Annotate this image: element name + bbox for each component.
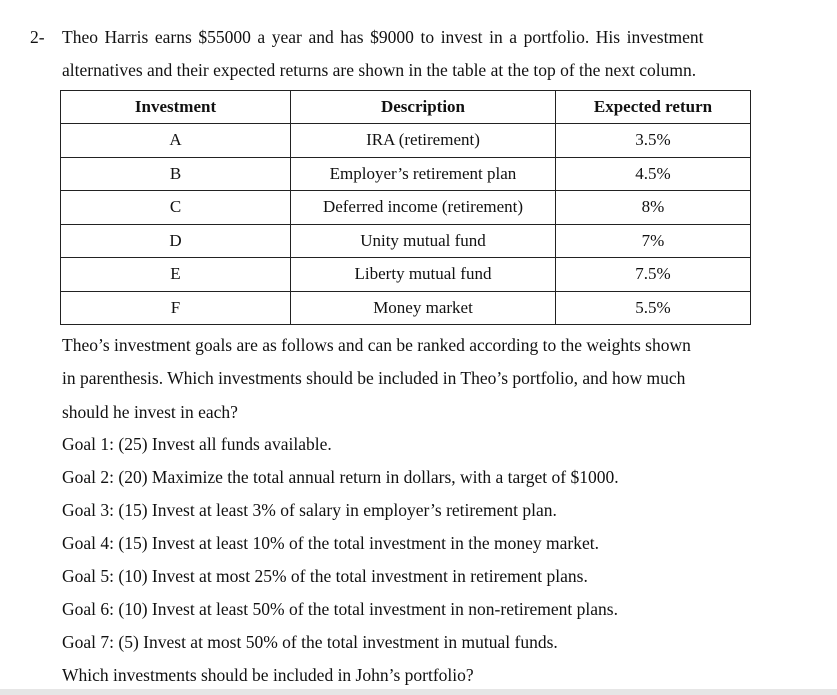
header-description: Description [291,91,556,124]
goal-item: Goal 7: (5) Invest at most 50% of the total investment in mutual funds. [62,632,558,652]
final-question: Which investments should be included in John’s portfolio? [62,665,474,685]
goals-intro-paragraph [62,329,752,429]
cell-description: Liberty mutual fund [291,258,556,292]
cell-return: 4.5% [556,157,751,191]
question-number: 2- [30,27,45,47]
paragraph-line: Theo’s investment goals are as follows and can be ranked according to the weights shown [62,335,691,355]
goal-item: Goal 2: (20) Maximize the total annual return in dollars, with a target of $1000. [62,467,619,487]
goal-item: Goal 4: (15) Invest at least 10% of the total investment in the money market. [62,533,600,553]
cell-return: 8% [556,191,751,225]
table-row [61,157,751,191]
cell-return: 3.5% [556,124,751,158]
investment-table [60,90,751,325]
goal-item: Goal 1: (25) Invest all funds available. [62,434,332,454]
goals-list [62,428,619,692]
table-header-row [61,91,751,124]
goal-item: Goal 5: (10) Invest at most 25% of the total investment in retirement plans. [62,566,588,586]
cell-investment: B [61,157,291,191]
question-intro-line-1: Theo Harris earns $55000 a year and has $9000 to invest in a portfolio. His investment [62,27,704,47]
paragraph-line: should he invest in each? [62,401,238,422]
goal-item: Goal 6: (10) Invest at least 50% of the total investment in non-retirement plans. [62,599,618,619]
cell-investment: C [61,191,291,225]
cell-description: Deferred income (retirement) [291,191,556,225]
bottom-divider [0,689,837,695]
cell-description: Employer’s retirement plan [291,157,556,191]
table-row [61,258,751,292]
cell-investment: F [61,291,291,325]
cell-return: 7% [556,224,751,258]
table-row [61,291,751,325]
cell-investment: E [61,258,291,292]
cell-investment: A [61,124,291,158]
cell-description: Unity mutual fund [291,224,556,258]
cell-return: 7.5% [556,258,751,292]
paragraph-line: in parenthesis. Which investments should be included in Theo’s portfolio, and how much [62,368,686,389]
header-expected-return: Expected return [556,91,751,124]
question-intro-line-2: alternatives and their expected returns are shown in the table at the top of the next column. [62,60,697,80]
cell-description: IRA (retirement) [291,124,556,158]
cell-investment: D [61,224,291,258]
table-row [61,224,751,258]
cell-description: Money market [291,291,556,325]
table-row [61,191,751,225]
table-row [61,124,751,158]
header-investment: Investment [61,91,291,124]
cell-return: 5.5% [556,291,751,325]
goal-item: Goal 3: (15) Invest at least 3% of salary in employer’s retirement plan. [62,500,557,520]
